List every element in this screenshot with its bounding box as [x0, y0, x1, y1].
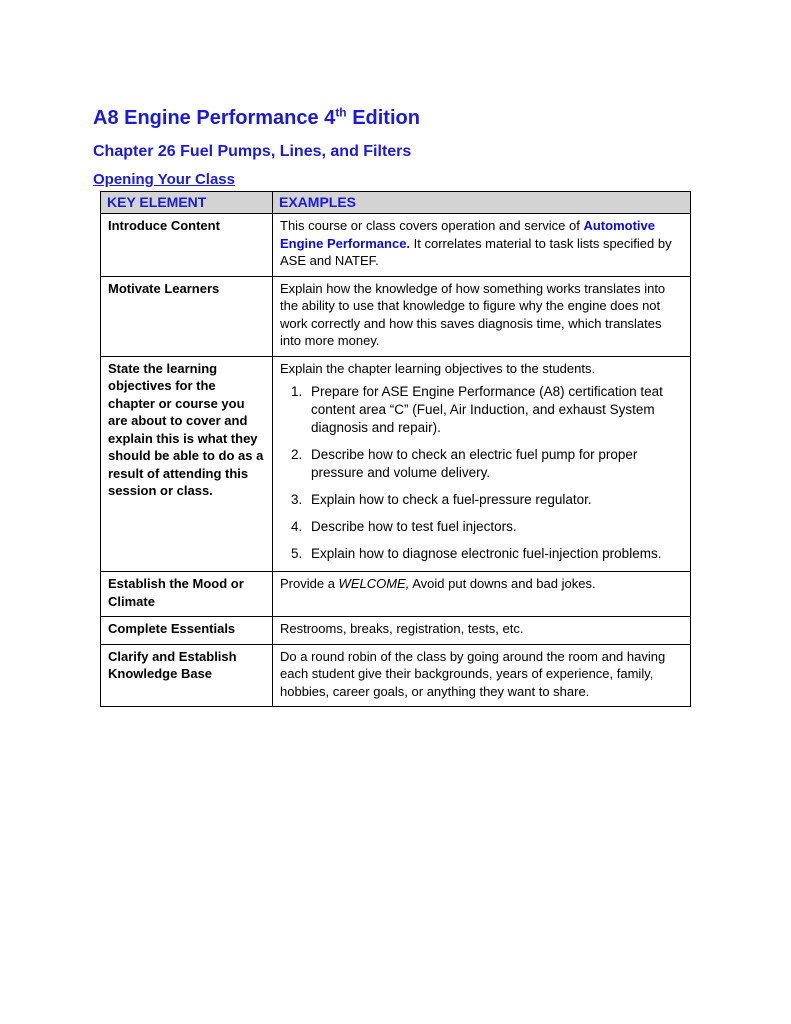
- section-heading: Opening Your Class: [93, 171, 235, 188]
- example-text: It correlates material to task lists specified by ASE and NATEF.: [280, 235, 672, 268]
- examples-cell: [273, 572, 691, 617]
- examples-cell: [273, 214, 691, 277]
- column-header-examples: EXAMPLES: [273, 192, 691, 214]
- table-header-row: [101, 192, 691, 214]
- key-element-cell: State the learning objectives for the chapter or course you are about to cover and explain this is what they should be able to do as a result of attending this session or class.: [101, 356, 273, 572]
- chapter-heading: Chapter 26 Fuel Pumps, Lines, and Filters: [93, 143, 412, 160]
- table-row-introduce-content: [101, 214, 691, 277]
- key-element-cell: Complete Essentials: [101, 617, 273, 645]
- example-text: This course or class covers operation and service of: [280, 218, 584, 233]
- examples-cell: Restrooms, breaks, registration, tests, etc.: [273, 617, 691, 645]
- column-header-key-element: KEY ELEMENT: [101, 192, 273, 214]
- objective-item: 1. Prepare for ASE Engine Performance (A8) certification teat content area “C” (Fuel, Air Induction, and exhaust System diagnosis and repair).: [306, 383, 683, 437]
- example-text: Avoid put downs and bad jokes.: [409, 576, 596, 591]
- objectives-list: [306, 383, 683, 563]
- objectives-intro: Explain the chapter learning objectives to the students.: [280, 360, 596, 376]
- table-row-learning-objectives: [101, 356, 691, 572]
- examples-cell: Explain how the knowledge of how something works translates into the ability to use that knowledge to figure why the engine does not work correctly and how this saves diagnosis time, which translates into more money.: [273, 276, 691, 356]
- objective-item: 2. Describe how to check an electric fuel pump for proper pressure and volume delivery.: [306, 446, 683, 482]
- document-title-main: A8 Engine Performance 4: [93, 107, 336, 129]
- table-row-clarify-knowledge-base: [101, 644, 691, 707]
- key-element-cell: Introduce Content: [101, 214, 273, 277]
- objective-item: 4. Describe how to test fuel injectors.: [306, 518, 683, 536]
- example-text: Provide a: [280, 576, 339, 591]
- table-row-motivate-learners: [101, 276, 691, 356]
- examples-cell: [273, 356, 691, 572]
- document-title-superscript: th: [335, 105, 347, 120]
- objective-item: 5. Explain how to diagnose electronic fuel-injection problems.: [306, 545, 683, 563]
- objective-item: 3. Explain how to check a fuel-pressure regulator.: [306, 491, 683, 509]
- table-row-establish-mood: [101, 572, 691, 617]
- key-element-cell: Clarify and Establish Knowledge Base: [101, 644, 273, 707]
- document-title: [93, 106, 692, 131]
- table-row-complete-essentials: [101, 617, 691, 645]
- example-text-highlight: Automotive Engine Performance.: [280, 218, 655, 251]
- key-element-cell: Establish the Mood or Climate: [101, 572, 273, 617]
- examples-cell: Do a round robin of the class by going around the room and having each student give their backgrounds, years of experience, family, hobbies, career goals, or anything they want to share.: [273, 644, 691, 707]
- key-element-cell: Motivate Learners: [101, 276, 273, 356]
- key-element-table: [100, 191, 691, 707]
- example-text-italic: WELCOME,: [338, 576, 410, 591]
- document-title-suffix: Edition: [346, 107, 420, 129]
